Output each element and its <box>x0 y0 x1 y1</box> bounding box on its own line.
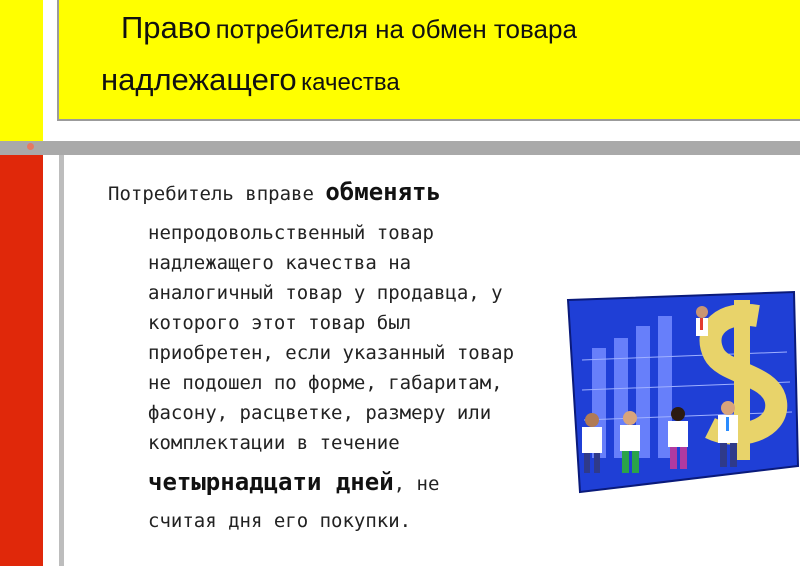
body-line-1 <box>108 178 441 206</box>
body-line-5: которого этот товар был <box>148 312 412 334</box>
emphasis-fourteen-days: четырнадцати дней <box>148 468 394 496</box>
left-red-stripe <box>0 155 43 566</box>
body-text-ne: , не <box>393 473 440 495</box>
title-word-pravo: Право <box>121 10 212 45</box>
title-line1-rest: потребителя на обмен товара <box>215 14 577 44</box>
body-line-4: аналогичный товар у продавца, у <box>148 282 503 304</box>
title-box <box>57 0 800 121</box>
emphasis-exchange: обменять <box>325 178 441 206</box>
vertical-divider <box>59 155 64 566</box>
dollar-crowd-clipart-icon <box>562 290 800 495</box>
left-yellow-stripe <box>0 0 43 141</box>
body-line-10 <box>148 468 439 496</box>
title-line-1 <box>121 10 577 46</box>
body-line-7: не подошел по форме, габаритам, <box>148 372 503 394</box>
body-line-9: комплектации в течение <box>148 432 400 454</box>
decorative-dot <box>27 143 34 150</box>
body-line-3: надлежащего качества на <box>148 252 412 274</box>
body-line-8: фасону, расцветке, размеру или <box>148 402 492 424</box>
body-line-6: приобретен, если указанный товар <box>148 342 515 364</box>
body-text-start: Потребитель вправе <box>108 183 326 205</box>
title-line2-rest: качества <box>301 69 400 96</box>
title-line-2 <box>101 62 400 98</box>
horizontal-divider <box>0 141 800 155</box>
title-word-nadlezhashchego: надлежащего <box>101 62 297 97</box>
body-line-2: непродовольственный товар <box>148 222 434 244</box>
body-line-11: считая дня его покупки. <box>148 510 412 532</box>
